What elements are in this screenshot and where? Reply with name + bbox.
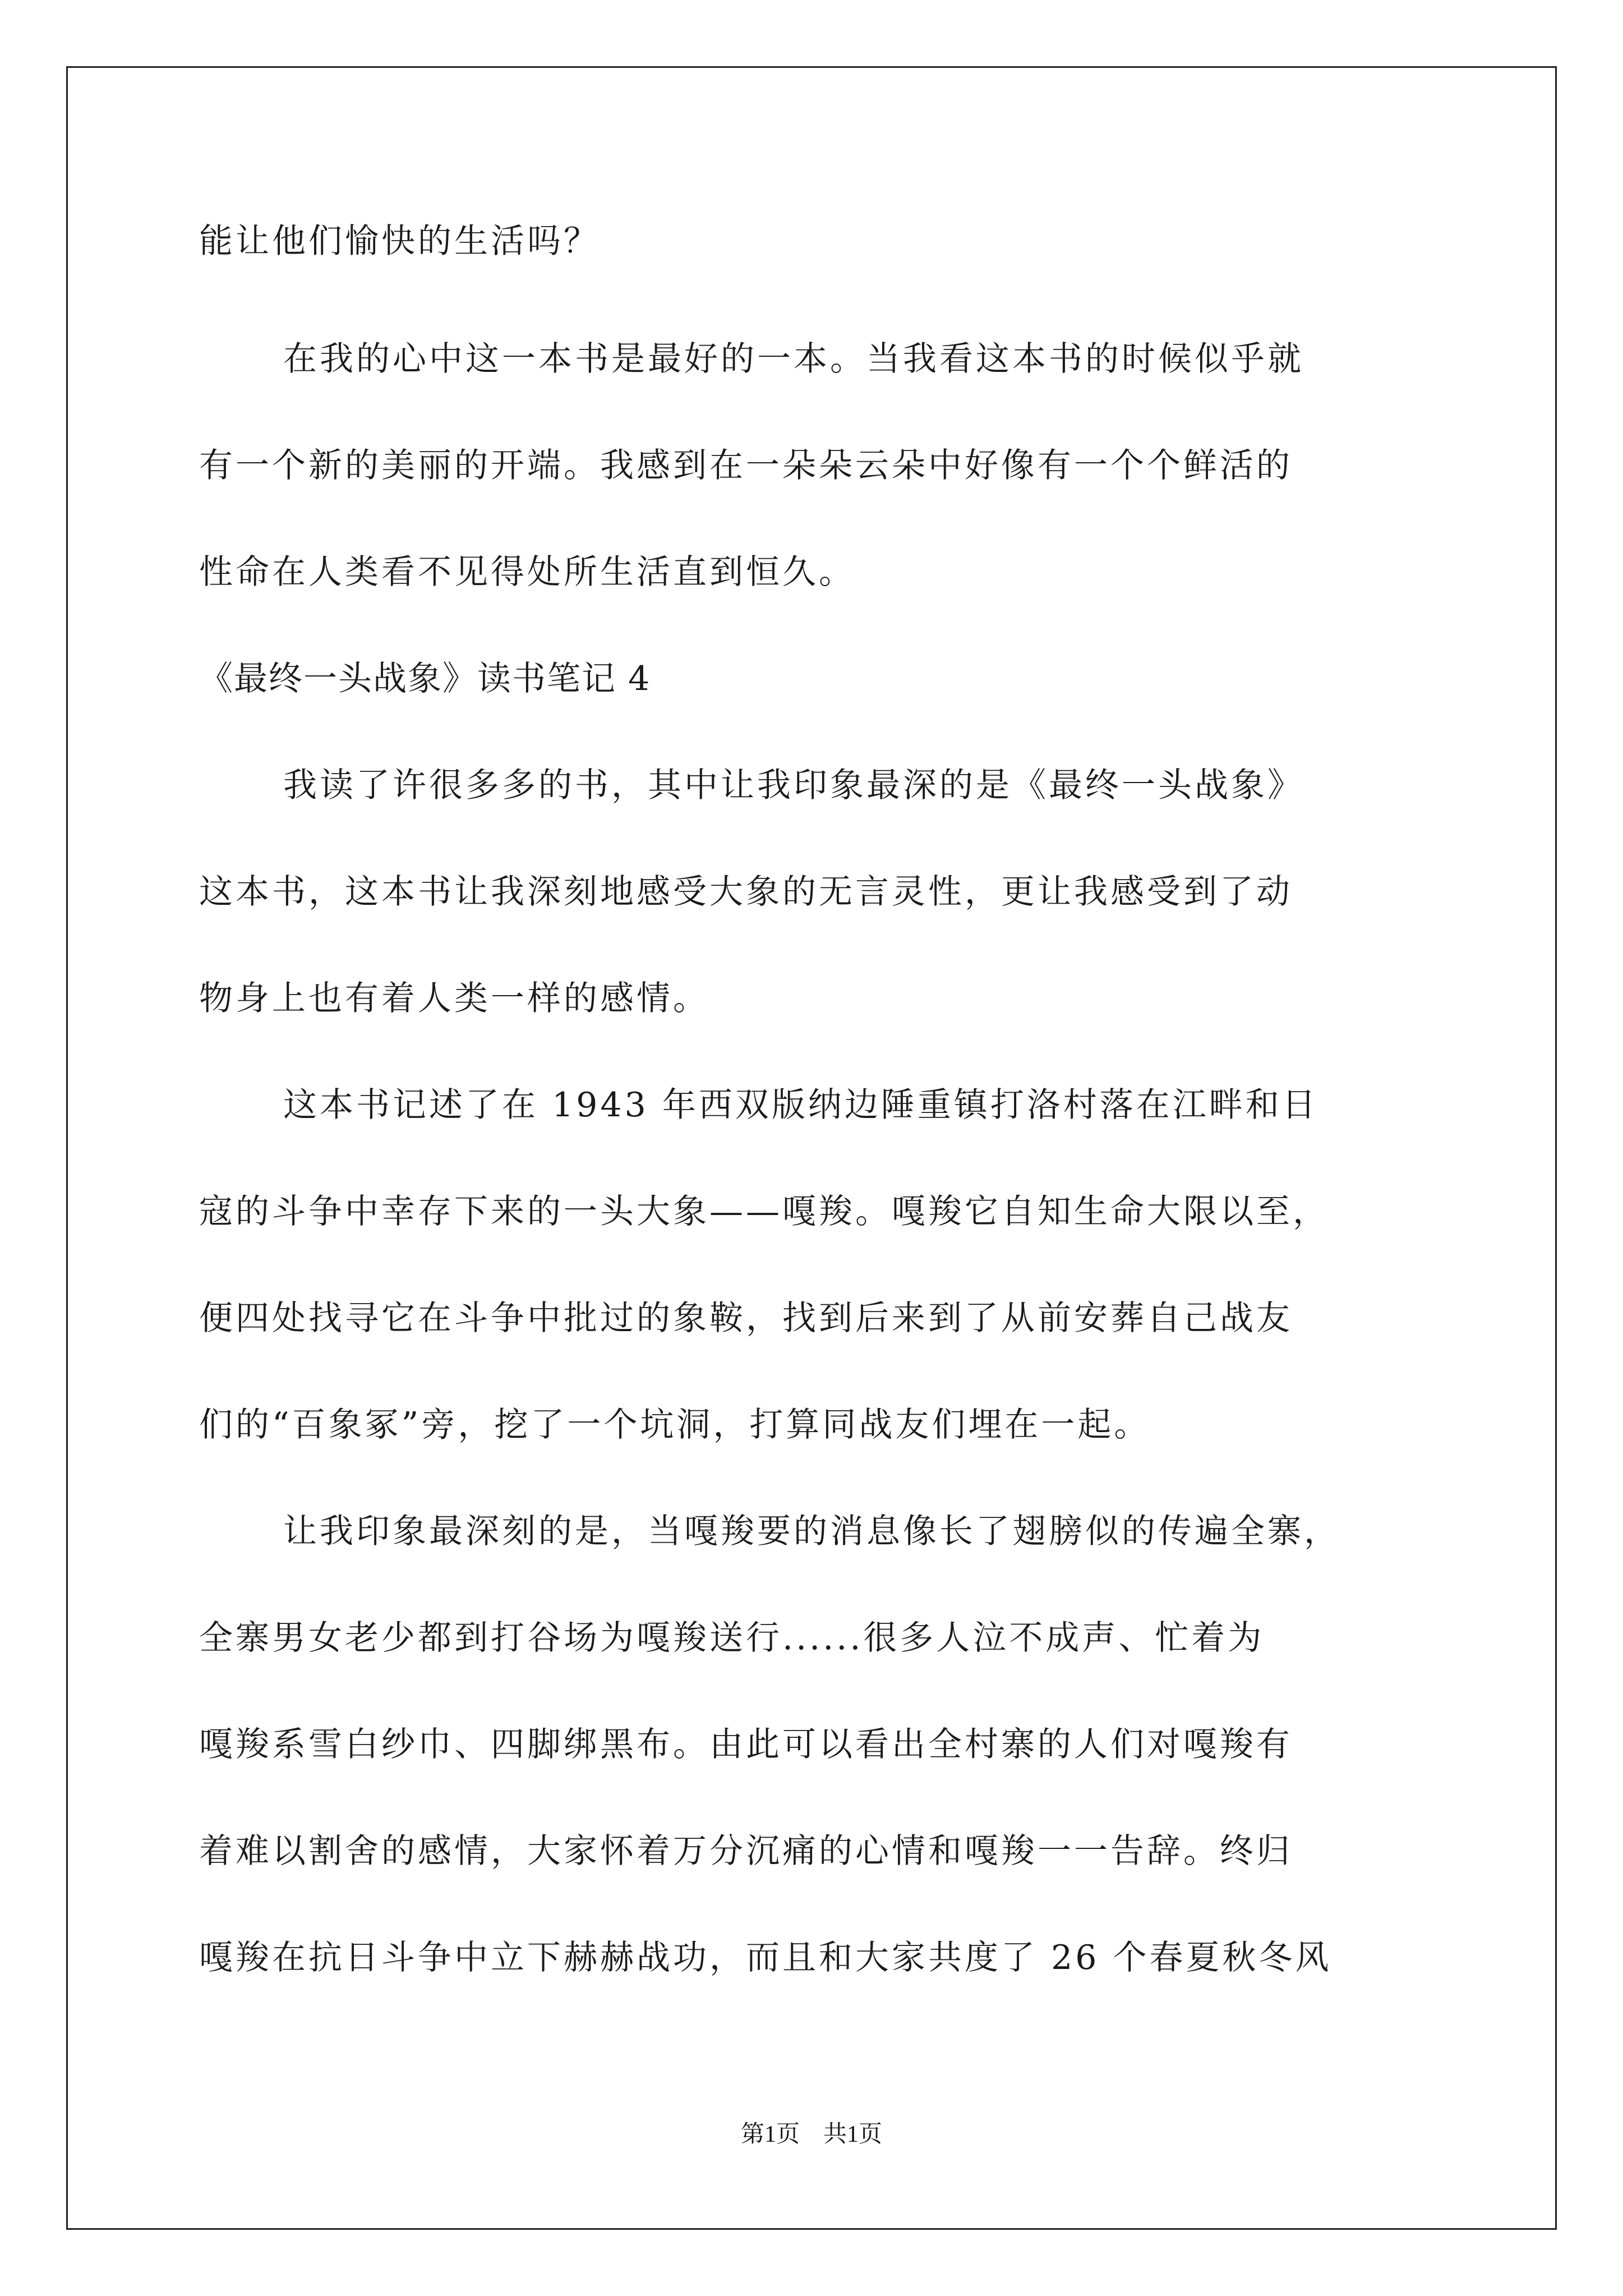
text-line: 能让他们愉快的生活吗？ (199, 222, 600, 261)
page-border (66, 66, 1557, 2230)
page-number: 第1页 共1页 (740, 2122, 882, 2147)
text-line: 我读了许很多多的书，其中让我印象最深的是《最终一头战象》 (283, 766, 1304, 805)
text-line: 们的“百象冢”旁，挖了一个坑洞，打算同战友们埋在一起。 (199, 1405, 1151, 1444)
text-line: 这本书，这本书让我深刻地感受大象的无言灵性，更让我感受到了动 (199, 872, 1293, 912)
section-heading: 《最终一头战象》读书笔记 4 (199, 659, 651, 698)
text-line: 全寨男女老少都到打谷场为嘎羧送行......很多人泣不成声、忙着为 (199, 1618, 1265, 1658)
text-line: 寇的斗争中幸存下来的一头大象——嘎羧。嘎羧它自知生命大限以至， (199, 1192, 1329, 1231)
text-line: 嘎羧系雪白纱巾、四脚绑黑布。由此可以看出全村寨的人们对嘎羧有 (199, 1725, 1293, 1764)
text-line: 嘎羧在抗日斗争中立下赫赫战功，而且和大家共度了 26 个春夏秋冬风 (199, 1938, 1332, 1977)
text-line: 有一个新的美丽的开端。我感到在一朵朵云朵中好像有一个个鲜活的 (199, 446, 1293, 485)
text-line: 在我的心中这一本书是最好的一本。当我看这本书的时候似乎就 (283, 339, 1304, 379)
text-line: 这本书记述了在 1943 年西双版纳边陲重镇打洛村落在江畔和日 (283, 1085, 1318, 1125)
text-line: 性命在人类看不见得处所生活直到恒久。 (199, 553, 855, 592)
text-line: 着难以割舍的感情，大家怀着万分沉痛的心情和嘎羧一一告辞。终归 (199, 1832, 1293, 1871)
text-line: 物身上也有着人类一样的感情。 (199, 979, 709, 1018)
text-line: 让我印象最深刻的是，当嘎羧要的消息像长了翅膀似的传遍全寨， (283, 1512, 1340, 1551)
text-line: 便四处找寻它在斗争中批过的象鞍，找到后来到了从前安葬自己战友 (199, 1299, 1293, 1338)
